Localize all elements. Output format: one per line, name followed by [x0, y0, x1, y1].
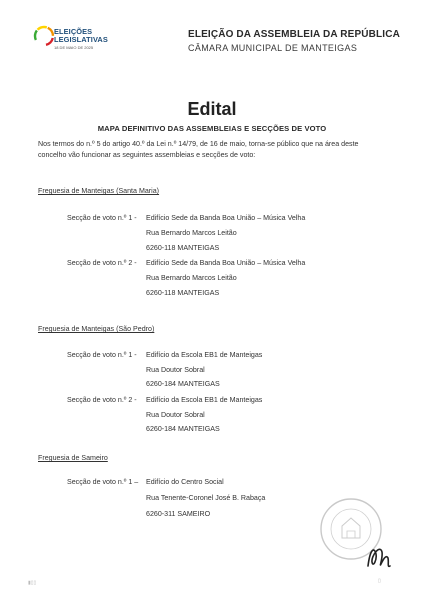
intro-paragraph: Nos termos do n.º 5 do artigo 40.º da Lei n.º 14/79, de 16 de maio, torna-se público que na área deste concelho vão funcionar as seguintes assembleias e secções de voto:: [38, 140, 359, 159]
section-label: Secção de voto n.º 1 -: [67, 351, 137, 359]
section-place: Edifício Sede da Banda Boa União – Música Velha: [146, 214, 306, 222]
section-label: Secção de voto n.º 1 –: [67, 478, 139, 486]
section-label: Secção de voto n.º 2 -: [67, 396, 137, 404]
section-postal: 6260-184 MANTEIGAS: [146, 380, 220, 388]
section-label: Secção de voto n.º 1 -: [67, 214, 137, 222]
document-subtitle: MAPA DEFINITIVO DAS ASSEMBLEIAS E SECÇÕES DE VOTO: [97, 124, 327, 133]
section-place: Edifício Sede da Banda Boa União – Música Velha: [146, 259, 306, 267]
section-label: Secção de voto n.º 2 -: [67, 259, 137, 267]
section-place: Edifício da Escola EB1 de Manteigas: [146, 351, 263, 359]
logo-date: 18 DE MAIO DE 2025: [54, 45, 94, 50]
section-street: Rua Bernardo Marcos Leitão: [146, 229, 237, 237]
footer-mark: ▯: [378, 578, 381, 584]
document-title: Edital: [187, 99, 237, 119]
header-title: ELEIÇÃO DA ASSEMBLEIA DA REPÚBLICA: [188, 29, 400, 40]
section-postal: 6260-118 MANTEIGAS: [146, 244, 220, 252]
section-place: Edifício do Centro Social: [146, 478, 224, 486]
header-subtitle: CÂMARA MUNICIPAL DE MANTEIGAS: [188, 43, 358, 53]
elections-logo: [32, 24, 112, 68]
section-street: Rua Bernardo Marcos Leitão: [146, 274, 237, 282]
section-postal: 6260-184 MANTEIGAS: [146, 425, 220, 433]
elections-arc-icon: [32, 24, 56, 48]
section-postal: 6260-118 MANTEIGAS: [146, 289, 220, 297]
parish-heading: Freguesia de Manteigas (São Pedro): [38, 325, 155, 333]
section-street: Rua Doutor Sobral: [146, 411, 205, 419]
section-street: Rua Doutor Sobral: [146, 366, 205, 374]
parish-heading: Freguesia de Sameiro: [38, 454, 108, 462]
signature-icon: [364, 540, 392, 572]
section-postal: 6260-311 SAMEIRO: [146, 510, 211, 518]
parish-heading: Freguesia de Manteigas (Santa Maria): [38, 187, 160, 195]
logo-line-1: ELEIÇÕES: [54, 27, 93, 36]
logo-line-2: LEGISLATIVAS: [54, 35, 108, 44]
footer-mark: ▮▯▯: [28, 580, 37, 586]
section-street: Rua Tenente-Coronel José B. Rabaça: [146, 494, 266, 502]
section-place: Edifício da Escola EB1 de Manteigas: [146, 396, 263, 404]
